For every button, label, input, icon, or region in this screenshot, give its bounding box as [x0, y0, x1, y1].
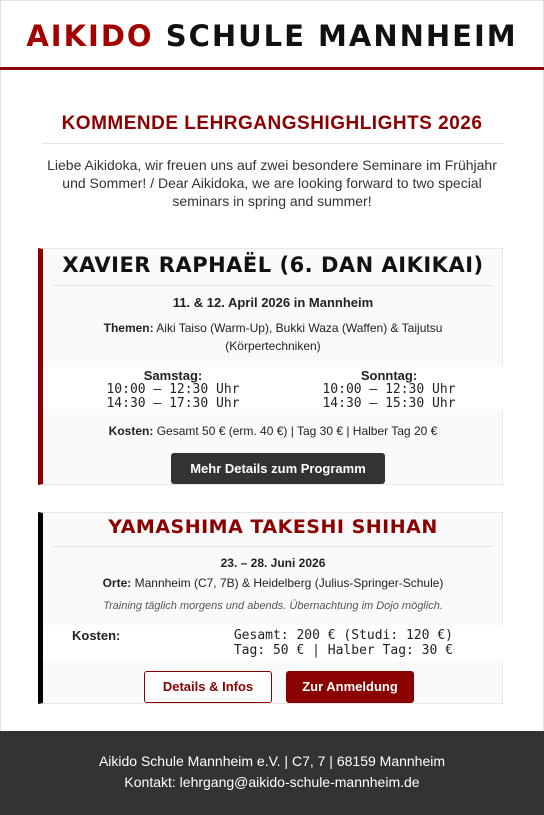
program-details-button[interactable]: Mehr Details zum Programm — [171, 453, 385, 484]
schedule-table — [43, 367, 503, 409]
themes-text: Aiki Taiso (Warm-Up), Bukki Waza (Waffen) & Taijutsu — [156, 321, 443, 335]
details-info-button[interactable]: Details & Infos — [144, 671, 272, 703]
section-title: KOMMENDE LEHRGANGSHIGHLIGHTS 2026 — [61, 113, 483, 134]
site-header — [0, 0, 544, 70]
cost-label: Kosten: — [72, 628, 121, 643]
register-button[interactable]: Zur Anmeldung — [286, 671, 414, 703]
brand-logo[interactable] — [0, 19, 544, 53]
intro-line-2: und Sommer! / Dear Aikidoka, we are looking forward to two special — [62, 175, 482, 191]
seminar-themes — [43, 319, 503, 355]
cost-total: Gesamt: 200 € (Studi: 120 €) — [233, 628, 453, 643]
footer-contact[interactable]: Kontakt: lehrgang@aikido-schule-mannheim.de — [124, 774, 420, 790]
site-footer — [0, 731, 544, 815]
cost-label: Kosten: — [108, 424, 154, 438]
brand-word-school: SCHULE MANNHEIM — [165, 19, 518, 53]
saturday-slot-1: 10:00 – 12:30 Uhr — [106, 382, 240, 397]
seminar-date: 23. – 28. Juni 2026 — [220, 556, 326, 570]
sunday-slot-2: 14:30 – 15:30 Uhr — [322, 396, 456, 411]
themes-text-cont: (Körpertechniken) — [225, 339, 321, 353]
cost-values — [223, 628, 453, 658]
seminar-note: Training täglich morgens und abends. Übernachtung im Dojo möglich. — [103, 600, 443, 612]
saturday-label: Samstag: — [143, 368, 203, 383]
themes-label: Themen: — [103, 321, 154, 335]
sunday-slot-1: 10:00 – 12:30 Uhr — [322, 382, 456, 397]
seminar-card-yamashima — [38, 512, 503, 704]
intro-line-3: seminars in spring and summer! — [172, 193, 372, 209]
places-text: Mannheim (C7, 7B) & Heidelberg (Julius-Springer-Schule) — [134, 576, 444, 590]
seminar-title: XAVIER RAPHAËL (6. DAN AIKIKAI) — [62, 253, 484, 277]
footer-address: Aikido Schule Mannheim e.V. | C7, 7 | 68159 Mannheim — [98, 753, 446, 769]
schedule-sunday — [299, 369, 479, 411]
seminar-card-xavier — [38, 248, 503, 485]
places-label: Orte: — [102, 576, 132, 590]
cost-day: Tag: 50 € | Halber Tag: 30 € — [233, 643, 453, 658]
sunday-label: Sonntag: — [360, 368, 418, 383]
seminar-title: YAMASHIMA TAKESHI SHIHAN — [108, 516, 438, 538]
card-divider — [53, 285, 493, 286]
card-divider — [53, 546, 493, 547]
intro-text — [30, 156, 514, 210]
cost-text: Gesamt 50 € (erm. 40 €) | Tag 30 € | Halber Tag 20 € — [156, 424, 438, 438]
section-divider — [42, 143, 504, 144]
seminar-date: 11. & 12. April 2026 in Mannheim — [172, 295, 374, 310]
intro-line-1: Liebe Aikidoka, wir freuen uns auf zwei besondere Seminare im Frühjahr — [47, 157, 497, 173]
seminar-costs — [43, 424, 503, 438]
brand-word-aikido: AIKIDO — [26, 19, 154, 53]
seminar-places — [43, 576, 503, 590]
schedule-saturday — [83, 369, 263, 411]
saturday-slot-2: 14:30 – 17:30 Uhr — [106, 396, 240, 411]
